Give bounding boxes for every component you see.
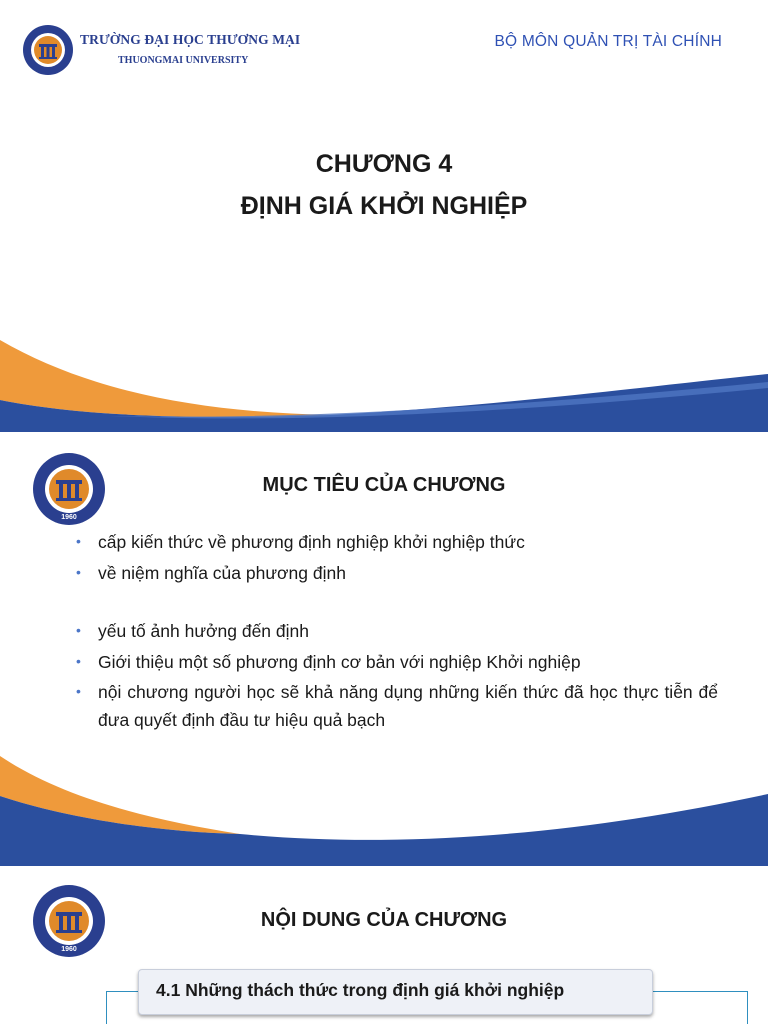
bullet-icon: • (76, 533, 81, 549)
slide-objectives (0, 432, 768, 866)
decorative-swoosh (0, 756, 768, 866)
bullet-icon: • (76, 652, 81, 669)
university-name: TRƯỜNG ĐẠI HỌC THƯƠNG MẠI (80, 32, 301, 47)
section-title: NỘI DUNG CỦA CHƯƠNG (260, 909, 508, 931)
svg-text:1960: 1960 (61, 514, 77, 521)
svg-text:1960: 1960 (61, 946, 77, 953)
list-item: • cấp kiến thức về phương định nghiệp khởi nghiệp thức (78, 529, 718, 557)
chapter-title: ĐỊNH GIÁ KHỞI NGHIỆP (240, 192, 528, 220)
university-subtitle: THUONGMAI UNIVERSITY (118, 55, 249, 66)
list-item: • Giới thiệu một số phương định cơ bản với nghiệp Khởi nghiệp (78, 649, 718, 677)
university-logo (22, 24, 74, 76)
department-name: BỘ MÔN QUẢN TRỊ TÀI CHÍNH (494, 33, 722, 50)
decorative-swoosh (0, 332, 768, 432)
list-item: • yếu tố ảnh hưởng đến định (78, 618, 718, 646)
list-item: • nội chương người học sẽ khả năng dụng những kiến thức đã học thực tiễn để đưa quyết định đầu tư hiệu quả bạch (78, 679, 718, 734)
bullet-icon: • (76, 622, 81, 638)
topic-item: 4.1 Những thách thức trong định giá khởi nghiệp (156, 980, 565, 1000)
list-item: • về niệm nghĩa của phương định (78, 560, 718, 588)
bullet-icon: • (76, 683, 81, 699)
bullet-icon: • (76, 563, 81, 580)
slide-contents (0, 868, 768, 1024)
objectives-list (78, 529, 718, 734)
slide-title (0, 0, 768, 432)
section-title: MỤC TIÊU CỦA CHƯƠNG (262, 474, 506, 496)
chapter-number: CHƯƠNG 4 (315, 150, 453, 178)
